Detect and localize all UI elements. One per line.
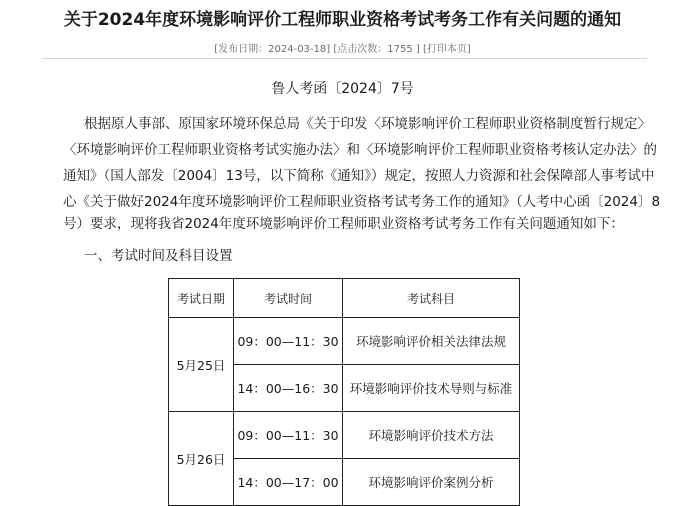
exam-time-cell: 14：00—17：00 bbox=[234, 459, 343, 506]
paragraph-line: 〈环境影响评价工程师职业资格考试实施办法〉和〈环境影响评价工程师职业资格考核认定办法〉的 bbox=[63, 142, 657, 158]
section-heading: 一、考试时间及科目设置 bbox=[84, 248, 233, 264]
paragraph-line: 心《关于做好2024年度环境影响评价工程师职业资格考试考务工作的通知》（人考中心函〔2024〕8 bbox=[63, 194, 661, 210]
exam-subject-cell: 环境影响评价技术导则与标准 bbox=[343, 365, 520, 412]
table-header-row bbox=[169, 279, 520, 318]
table-row bbox=[169, 412, 520, 459]
exam-subject-cell: 环境影响评价相关法律法规 bbox=[343, 318, 520, 365]
exam-date-cell: 5月25日 bbox=[169, 318, 234, 412]
header-exam-subject: 考试科目 bbox=[343, 279, 520, 318]
exam-time-cell: 09：00—11：30 bbox=[234, 318, 343, 365]
exam-date-cell: 5月26日 bbox=[169, 412, 234, 506]
exam-schedule-table bbox=[168, 278, 520, 506]
publish-meta: [发布日期：2024-03-18] [点击次数：1755 ] [打印本页] bbox=[214, 44, 471, 55]
paragraph-line: 根据原人事部、原国家环境环保总局《关于印发〈环境影响评价工程师职业资格制度暂行规定〉 bbox=[84, 116, 651, 132]
header-exam-date: 考试日期 bbox=[169, 279, 234, 318]
exam-time-cell: 14：00—16：30 bbox=[234, 365, 343, 412]
page-title: 关于2024年度环境影响评价工程师职业资格考试考务工作有关问题的通知 bbox=[63, 10, 622, 30]
paragraph-line: 通知》（国人部发〔2004〕13号，以下简称《通知》）规定，按照人力资源和社会保障部人事考试中 bbox=[63, 168, 655, 184]
exam-subject-cell: 环境影响评价案例分析 bbox=[343, 459, 520, 506]
header-exam-time: 考试时间 bbox=[234, 279, 343, 318]
exam-time-cell: 09：00—11：30 bbox=[234, 412, 343, 459]
exam-subject-cell: 环境影响评价技术方法 bbox=[343, 412, 520, 459]
document-number: 鲁人考函〔2024〕7号 bbox=[271, 81, 414, 97]
paragraph-line: 号）要求，现将我省2024年度环境影响评价工程师职业资格考试考务工作有关问题通知如下： bbox=[63, 216, 624, 232]
table-row bbox=[169, 318, 520, 365]
title-divider bbox=[42, 58, 647, 59]
